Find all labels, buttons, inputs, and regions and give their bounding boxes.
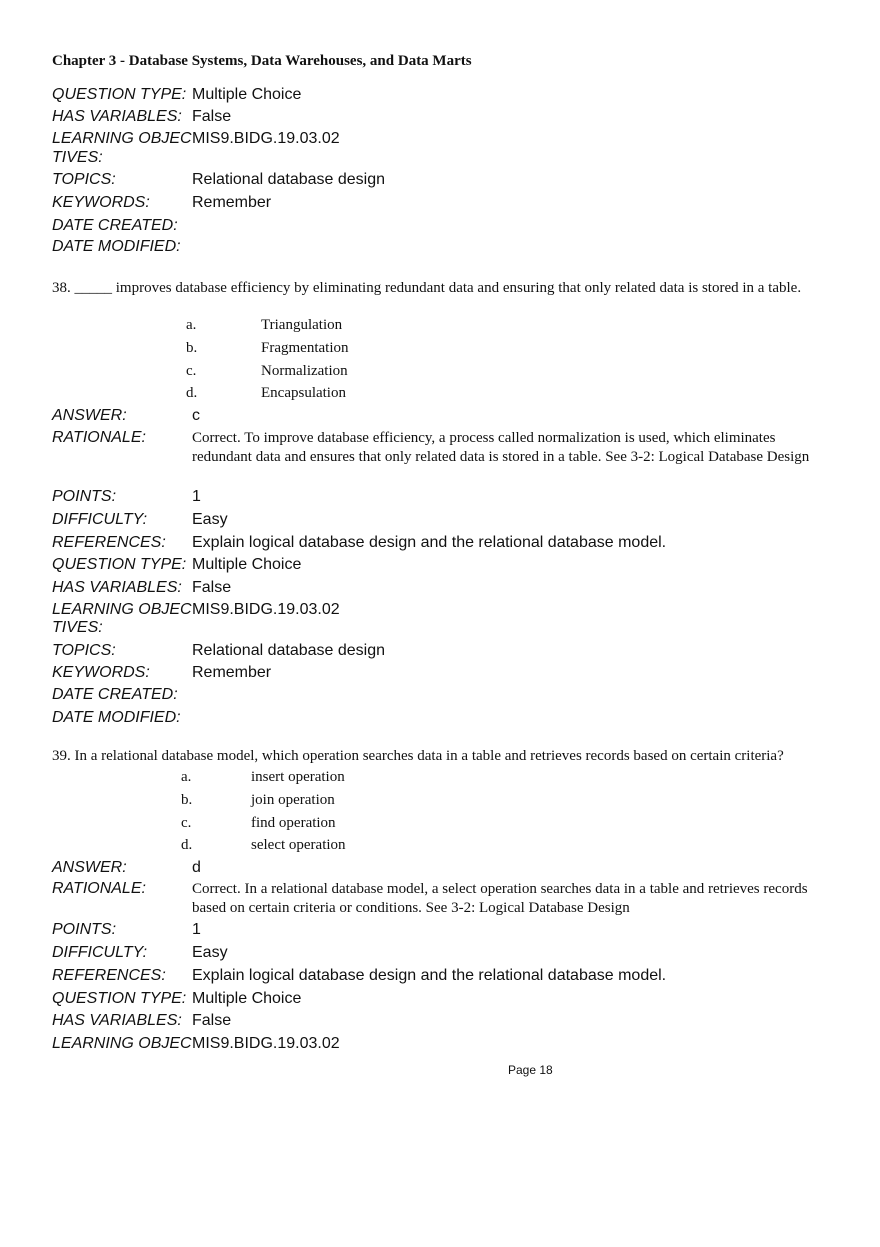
date-modified-label: DATE MODIFIED:	[52, 709, 181, 726]
learning-objectives-label: LEARNING OBJEC	[52, 601, 192, 618]
points-label: POINTS:	[52, 488, 117, 505]
option-text: Fragmentation	[261, 340, 349, 356]
option-text: Encapsulation	[261, 385, 346, 401]
has-variables-value: False	[192, 108, 232, 125]
option-text: join operation	[251, 792, 335, 808]
option-letter: d.	[186, 385, 198, 401]
option-letter: c.	[186, 363, 197, 379]
question-type-value: Multiple Choice	[192, 556, 302, 573]
date-created-label: DATE CREATED:	[52, 686, 178, 703]
answer-value: c	[192, 407, 200, 424]
learning-objectives-label-cont: TIVES:	[52, 619, 103, 636]
option-text: select operation	[251, 837, 346, 853]
chapter-title: Chapter 3 - Database Systems, Data Warehouses, and Data Marts	[52, 53, 472, 69]
option-letter: b.	[186, 340, 198, 356]
page-number: Page 18	[508, 1063, 553, 1077]
date-created-label: DATE CREATED:	[52, 217, 178, 234]
question-type-value: Multiple Choice	[192, 86, 302, 103]
learning-objectives-value: MIS9.BIDG.19.03.02	[192, 130, 340, 147]
difficulty-value: Easy	[192, 944, 228, 961]
rationale-text: Correct. In a relational database model, a select operation searches data in a table and retrieves records based on certain criteria or conditions. See 3-2: Logical Database Design	[192, 881, 808, 916]
rationale-label: RATIONALE:	[52, 880, 146, 897]
answer-label: ANSWER:	[52, 859, 127, 876]
learning-objectives-value: MIS9.BIDG.19.03.02	[192, 1035, 340, 1052]
option-text: find operation	[251, 815, 336, 831]
topics-value: Relational database design	[192, 171, 386, 188]
has-variables-value: False	[192, 579, 232, 596]
references-value: Explain logical database design and the relational database model.	[192, 534, 667, 551]
learning-objectives-label-cont: TIVES:	[52, 149, 103, 166]
has-variables-label: HAS VARIABLES:	[52, 108, 182, 125]
option-text: insert operation	[251, 769, 345, 785]
option-text: Triangulation	[261, 317, 343, 333]
option-letter: c.	[181, 815, 192, 831]
option-letter: b.	[181, 792, 193, 808]
keywords-value: Remember	[192, 664, 272, 681]
option-letter: a.	[186, 317, 197, 333]
keywords-label: KEYWORDS:	[52, 664, 150, 681]
option-letter: a.	[181, 769, 192, 785]
topics-label: TOPICS:	[52, 171, 116, 188]
learning-objectives-value: MIS9.BIDG.19.03.02	[192, 601, 340, 618]
question-38-text: 38. _____ improves database efficiency by eliminating redundant data and ensuring that only related data is stored in a table.	[52, 280, 802, 296]
date-modified-label: DATE MODIFIED:	[52, 238, 181, 255]
rationale-text: Correct. To improve database efficiency, a process called normalization is used, which eliminates redundant data and ensures that only related data is stored in a table. See 3-2: Logical Database Design	[192, 430, 810, 465]
answer-value: d	[192, 859, 201, 876]
has-variables-label: HAS VARIABLES:	[52, 1012, 182, 1029]
question-type-value: Multiple Choice	[192, 990, 302, 1007]
topics-value: Relational database design	[192, 642, 386, 659]
learning-objectives-label: LEARNING OBJEC	[52, 1035, 192, 1052]
difficulty-label: DIFFICULTY:	[52, 511, 148, 528]
question-type-label: QUESTION TYPE:	[52, 86, 187, 103]
question-type-label: QUESTION TYPE:	[52, 556, 187, 573]
question-type-label: QUESTION TYPE:	[52, 990, 187, 1007]
references-label: REFERENCES:	[52, 967, 166, 984]
keywords-value: Remember	[192, 194, 272, 211]
difficulty-value: Easy	[192, 511, 228, 528]
topics-label: TOPICS:	[52, 642, 116, 659]
keywords-label: KEYWORDS:	[52, 194, 150, 211]
has-variables-label: HAS VARIABLES:	[52, 579, 182, 596]
points-label: POINTS:	[52, 921, 117, 938]
references-label: REFERENCES:	[52, 534, 166, 551]
option-text: Normalization	[261, 363, 348, 379]
question-39-text: 39. In a relational database model, which operation searches data in a table and retrieves records based on certain criteria?	[52, 748, 784, 764]
has-variables-value: False	[192, 1012, 232, 1029]
points-value: 1	[192, 488, 201, 505]
points-value: 1	[192, 921, 201, 938]
difficulty-label: DIFFICULTY:	[52, 944, 148, 961]
learning-objectives-label: LEARNING OBJEC	[52, 130, 192, 147]
references-value: Explain logical database design and the relational database model.	[192, 967, 667, 984]
option-letter: d.	[181, 837, 193, 853]
answer-label: ANSWER:	[52, 407, 127, 424]
rationale-label: RATIONALE:	[52, 429, 146, 446]
